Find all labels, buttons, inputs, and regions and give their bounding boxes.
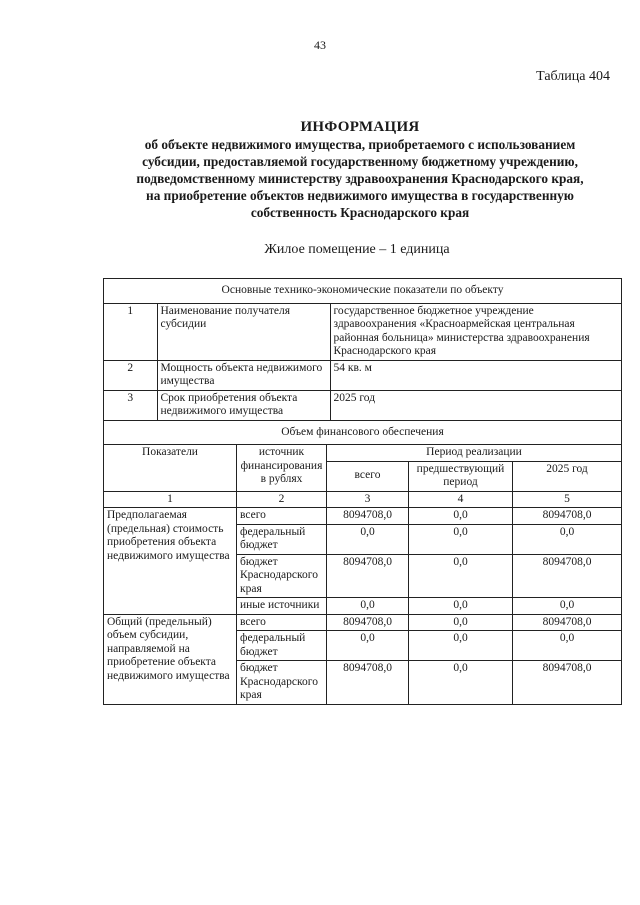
total-cell: 0,0	[327, 524, 409, 554]
tech-row-label: Мощность объекта недвижимого имущества	[157, 361, 330, 390]
tech-row	[104, 303, 622, 360]
total-cell: 0,0	[327, 631, 409, 661]
source-cell: иные источники	[237, 598, 327, 615]
tech-row-value: государственное бюджетное учреждение здравоохранения «Красноармейская центральная районная больница» министерства здравоохранения Краснодарского края	[333, 304, 590, 357]
info-table	[103, 278, 622, 705]
year-cell: 0,0	[513, 524, 622, 554]
tech-section-title: Основные технико-экономические показатели по объекту	[104, 279, 622, 304]
finance-row	[104, 614, 622, 631]
year-cell: 0,0	[513, 598, 622, 615]
tech-row	[104, 360, 622, 390]
previous-cell: 0,0	[409, 598, 513, 615]
previous-cell: 0,0	[409, 631, 513, 661]
source-cell: федеральный бюджет	[237, 524, 327, 554]
total-cell: 0,0	[327, 598, 409, 615]
year-cell: 0,0	[513, 631, 622, 661]
total-cell: 8094708,0	[327, 661, 409, 705]
column-number: 4	[409, 491, 513, 508]
source-cell: всего	[237, 614, 327, 631]
total-cell: 8094708,0	[327, 614, 409, 631]
heading-title: ИНФОРМАЦИЯ	[300, 119, 420, 135]
heading-line: на приобретение объектов недвижимого имущества в государственную	[146, 188, 574, 203]
indicators-header: Показатели	[104, 445, 237, 492]
previous-cell: 0,0	[409, 524, 513, 554]
page-number: 43	[314, 38, 326, 52]
tech-row-label: Наименование получателя субсидии	[157, 304, 330, 360]
year-header: 2025 год	[513, 461, 622, 491]
year-cell: 8094708,0	[513, 554, 622, 598]
column-number: 2	[237, 491, 327, 508]
tech-row-value: 2025 год	[333, 391, 376, 404]
finance-header-row	[104, 445, 622, 462]
tech-section-header-row	[104, 279, 622, 304]
heading-line: субсидии, предоставляемой государственному бюджетному учреждению,	[142, 154, 578, 169]
total-header: всего	[327, 461, 409, 491]
previous-cell: 0,0	[409, 554, 513, 598]
heading-line: подведомственному министерству здравоохранения Краснодарского края,	[136, 171, 584, 186]
previous-period-header: предшествующий период	[409, 461, 513, 491]
tech-row	[104, 390, 622, 420]
finance-row	[104, 508, 622, 525]
table-label: Таблица 404	[536, 69, 610, 84]
object-type: Жилое помещение – 1 единица	[264, 242, 450, 257]
year-cell: 8094708,0	[513, 661, 622, 705]
period-header: Период реализации	[327, 445, 622, 462]
column-number: 1	[104, 491, 237, 508]
column-number: 5	[513, 491, 622, 508]
tech-row-value: 54 кв. м	[333, 361, 372, 374]
source-cell: бюджет Краснодарского края	[237, 661, 327, 705]
source-header: источник финансирования в рублях	[237, 445, 327, 492]
source-cell: всего	[237, 508, 327, 525]
previous-cell: 0,0	[409, 661, 513, 705]
indicator-cell: Предполагаемая (предельная) стоимость приобретения объекта недвижимого имущества	[104, 508, 237, 615]
column-number: 3	[327, 491, 409, 508]
heading-line: об объекте недвижимого имущества, приобретаемого с использованием	[144, 137, 576, 152]
column-number-row	[104, 491, 622, 508]
document-heading	[100, 118, 620, 221]
finance-section-header-row	[104, 420, 622, 445]
total-cell: 8094708,0	[327, 554, 409, 598]
previous-cell: 0,0	[409, 614, 513, 631]
tech-row-label: Срок приобретения объекта недвижимого имущества	[157, 391, 330, 420]
year-cell: 8094708,0	[513, 614, 622, 631]
previous-cell: 0,0	[409, 508, 513, 525]
indicator-cell: Общий (предельный) объем субсидии, направляемой на приобретение объекта недвижимого имущества	[104, 614, 237, 704]
heading-line: собственность Краснодарского края	[250, 205, 470, 220]
tech-row-number: 1	[104, 304, 157, 360]
tech-row-number: 2	[104, 361, 157, 390]
year-cell: 8094708,0	[513, 508, 622, 525]
source-cell: федеральный бюджет	[237, 631, 327, 661]
total-cell: 8094708,0	[327, 508, 409, 525]
tech-row-number: 3	[104, 391, 157, 420]
finance-section-title: Объем финансового обеспечения	[104, 420, 622, 445]
source-cell: бюджет Краснодарского края	[237, 554, 327, 598]
